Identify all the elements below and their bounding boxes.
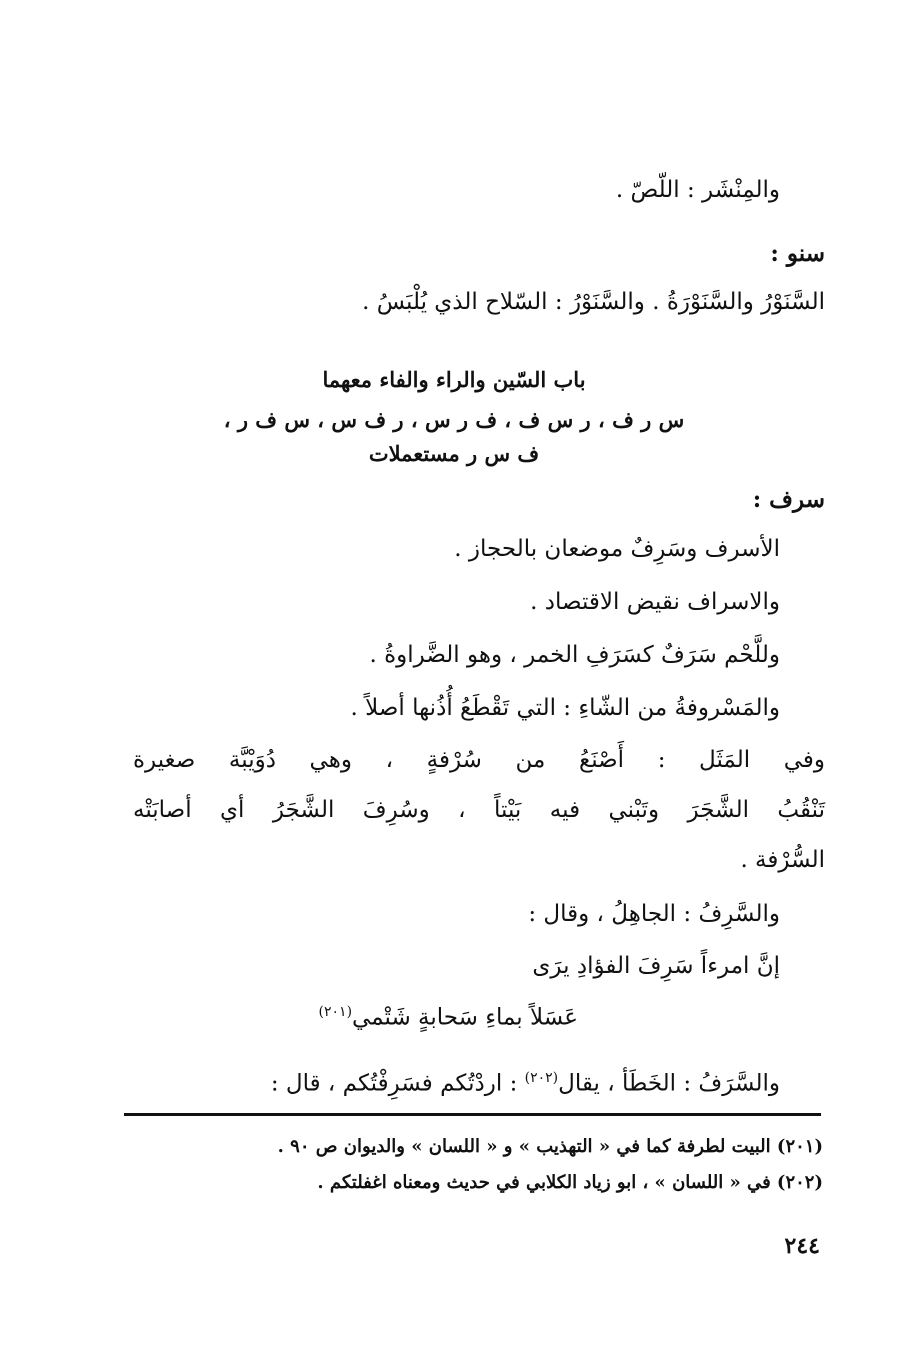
chapter-permutations-line-1: س ر ف ، ر س ف ، ف ر س ، ر ف س ، س ف ر ، [223,407,685,432]
footnote-separator [124,1113,821,1116]
line-mathal-3: السُّرْفة . [740,847,825,873]
footnote-202: (٢٠٢) في « اللسان » ، ابو زياد الكلابي في حديث ومعناه اغفلتكم . [317,1172,823,1193]
verse-line-1: إنَّ امرءاً سَرِفَ الفؤادِ يرَى [532,953,780,979]
line-masrufa: والمَسْروفةُ من الشّاءِ : التي تَقْطَعُ أُذُنها أصلاً . [350,695,780,721]
line-asraf: الأسرف وسَرِفٌ موضعان بالحجاز . [454,536,780,562]
entry-heading-snw: سنو : [770,240,825,267]
line-sarf-post: : اردْتُكم فسَرِفْتُكم ، قال : [270,1070,525,1097]
line-mathal-2: تَنْقُبُ الشَّجَرَ وتَبْني فيه بَيْتاً ، وسُرِفَ الشَّجَرُ أي أصابَتْه [133,797,825,823]
line-sarif: والسَّرِفُ : الجاهِلُ ، وقال : [528,901,780,927]
line-snawr: السَّنَوْرُ والسَّنَوْرَةُ . والسَّنَوْرُ : السّلاح الذي يُلْبَسُ . [362,289,825,315]
chapter-title: باب السّين والراء والفاء معهما [322,367,586,392]
chapter-permutations-line-2: ف س ر مستعملات [368,441,540,466]
line-sarf-pre: والسَّرَفُ : الخَطَأ ، يقال [558,1070,780,1097]
footnote-ref-202: (٢٠٢) [524,1070,559,1086]
line-lahm: وللَّحْم سَرَفٌ كسَرَفِ الخمر ، وهو الضَّراوةُ . [369,642,780,668]
footnote-ref-201: (٢٠١) [318,1004,353,1020]
verse-line-2-text: عَسَلاً بماءِ سَحابةٍ شَتْمي [352,1004,578,1031]
line-minshar: والمِنْشَر : اللّصّ . [615,177,780,203]
entry-heading-srf: سرف : [752,486,825,513]
footnote-201: (٢٠١) البيت لطرفة كما في « التهذيب » و « اللسان » والديوان ص ٩٠ . [277,1136,823,1157]
verse-line-2 [319,996,578,1034]
line-mathal-1: وفي المَثَل : أَصْنَعُ من سُرْفةٍ ، وهي دُوَيْبَّة صغيرة [133,747,825,773]
line-israf: والاسراف نقيض الاقتصاد . [530,589,780,615]
page-number: ٢٤٤ [784,1233,820,1259]
line-sarf [271,1062,780,1100]
